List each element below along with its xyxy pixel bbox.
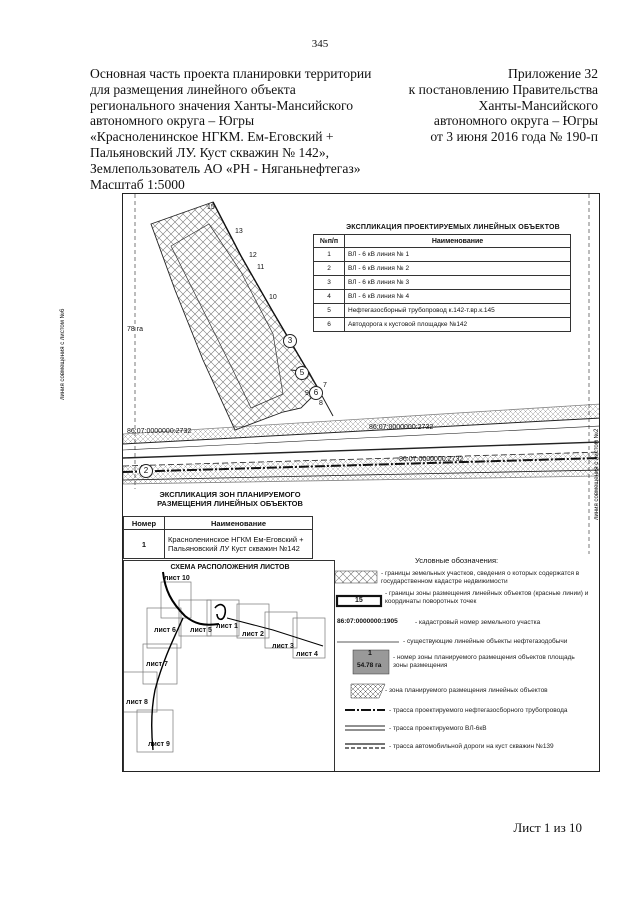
boundary-point-label: 9 <box>305 390 309 397</box>
boundary-point-label: 10 <box>269 294 277 301</box>
legend-sample-zone-area: 54.78 га <box>357 662 382 669</box>
row-number: 3 <box>314 276 345 290</box>
sheet-label: лист 8 <box>126 699 148 706</box>
page-number: 345 <box>311 38 329 50</box>
appendix-line: автономного округа – Югры <box>433 113 598 129</box>
row-number: 1 <box>314 248 345 262</box>
scheme-title: СХЕМА РАСПОЛОЖЕНИЯ ЛИСТОВ <box>170 564 290 571</box>
sheet-label: лист 5 <box>190 627 212 634</box>
table-row <box>314 304 571 318</box>
planning-map <box>122 193 600 772</box>
cadastral-number: 86:07:0000000:2732 <box>369 424 434 431</box>
row-name: Нефтегазосборный трубопровод к.142-т.вр.к.145 <box>345 304 571 318</box>
zones-table <box>123 516 313 559</box>
linear-objects-table-title: ЭКСПЛИКАЦИЯ ПРОЕКТИРУЕМЫХ ЛИНЕЙНЫХ ОБЪЕКТОВ <box>346 224 560 231</box>
appendix-line: от 3 июня 2016 года № 190-п <box>430 129 598 145</box>
boundary-point-label: 7 <box>323 382 327 389</box>
object-number-marker: 5 <box>295 366 309 380</box>
legend-sample-cadastral: 86:07:0000000:1905 <box>337 618 398 625</box>
sheet-label: лист 3 <box>272 643 294 650</box>
table-header: №п/п <box>314 235 345 248</box>
table-header: Номер <box>124 517 165 530</box>
legend-symbol-zone <box>351 684 385 698</box>
title-line: автономного округа – Югры <box>90 113 255 129</box>
document-title <box>90 66 390 192</box>
object-number-marker: 3 <box>283 334 297 348</box>
title-line: регионального значения Ханты-Мансийского <box>90 97 354 113</box>
legend-item: - зона планируемого размещения линейных объектов <box>385 687 548 694</box>
legend-title: Условные обозначения: <box>415 556 499 565</box>
row-name: ВЛ - 6 кВ линия № 1 <box>345 248 571 262</box>
legend-item: - границы земельных участков, сведения о которых содержатся в государственном кадастре недвижимости <box>381 570 580 585</box>
zones-table-title <box>135 490 325 508</box>
sheet-label: лист 10 <box>164 575 190 582</box>
legend-sample-point: 15 <box>355 597 363 604</box>
title-line: Основная часть проекта планировки территории <box>90 66 372 81</box>
zone-name: Красноленинское НГКМ Ем-Еговский + Пальяновский ЛУ Куст скважин №142 <box>165 530 313 559</box>
table-row <box>314 276 571 290</box>
row-name: Автодорога к кустовой площадке №142 <box>345 318 571 332</box>
legend-item: - трасса автомобильной дороги на куст скважин №139 <box>389 743 554 750</box>
boundary-point-label: 8 <box>319 400 323 407</box>
table-row <box>314 248 571 262</box>
table-header: Наименование <box>345 235 571 248</box>
cadastral-number: 86:07:0000000:2732 <box>127 428 192 435</box>
boundary-point-label: 12 <box>249 252 257 259</box>
sheet-counter: Лист 1 из 10 <box>513 820 582 835</box>
title-line: для размещения линейного объекта <box>90 81 296 97</box>
legend-item: - трасса проектируемого ВЛ-6кВ <box>389 725 487 732</box>
scale-line: Масштаб 1:5000 <box>90 176 185 192</box>
table-header: Наименование <box>165 517 313 530</box>
object-number-marker: 2 <box>139 464 153 478</box>
zones-title-line: ЭКСПЛИКАЦИЯ ЗОН ПЛАНИРУЕМОГО <box>159 490 301 499</box>
legend-item: - трасса проектируемого нефтегазосборного трубопровода <box>389 707 568 714</box>
table-row <box>314 262 571 276</box>
row-number: 4 <box>314 290 345 304</box>
match-line-label-left: линия совмещения с листом №6 <box>60 308 66 400</box>
title-line: Землепользователь АО «РН - Няганьнефтегаз» <box>90 160 361 176</box>
zones-title-line: РАЗМЕЩЕНИЯ ЛИНЕЙНЫХ ОБЪЕКТОВ <box>157 499 303 508</box>
match-line-label-right: линия совмещения с листом №2 <box>594 428 600 520</box>
well-pad-zone <box>151 202 319 430</box>
area-label: 78 га <box>127 326 144 333</box>
linear-objects-table <box>313 234 571 332</box>
sheet-label: лист 6 <box>154 627 176 634</box>
legend-item: - номер зоны планируемого размещения объектов площадь зоны размещения <box>393 654 575 669</box>
legend-item: - существующие линейные объекты нефтегазодобычи <box>403 638 568 645</box>
object-number-marker: 6 <box>309 386 323 400</box>
sheet-label: лист 4 <box>296 651 318 658</box>
title-line: «Красноленинское НГКМ. Ем-Еговский + <box>90 129 334 145</box>
row-number: 5 <box>314 304 345 318</box>
table-row <box>314 290 571 304</box>
title-line: Пальяновский ЛУ. Куст скважин № 142», <box>90 144 330 160</box>
appendix-line: Ханты-Мансийского <box>478 97 598 113</box>
appendix-line: к постановлению Правительства <box>408 81 598 97</box>
legend-item: - кадастровый номер земельного участка <box>415 619 541 626</box>
zone-number: 1 <box>124 530 165 559</box>
appendix-reference <box>348 66 598 145</box>
sheet-label: лист 7 <box>146 661 168 668</box>
sheet-layout-scheme-box <box>123 560 335 772</box>
cadastral-number: 86:07:0000000:2732 <box>399 456 464 463</box>
row-name: ВЛ - 6 кВ линия № 4 <box>345 290 571 304</box>
table-row <box>314 318 571 332</box>
row-number: 6 <box>314 318 345 332</box>
legend-sample-zone-number: 1 <box>368 650 372 657</box>
boundary-point-label: 13 <box>235 228 243 235</box>
sheet-label: лист 1 <box>216 623 238 630</box>
legend-item: - границы зоны размещения линейных объектов (красные линии) и координаты поворотных точек <box>385 590 589 605</box>
row-name: ВЛ - 6 кВ линия № 2 <box>345 262 571 276</box>
sheet-label: лист 2 <box>242 631 264 638</box>
legend-symbol-land-plot <box>335 571 377 583</box>
row-name: ВЛ - 6 кВ линия № 3 <box>345 276 571 290</box>
row-number: 2 <box>314 262 345 276</box>
appendix-line: Приложение 32 <box>508 66 598 81</box>
boundary-point-label: 11 <box>257 264 265 271</box>
table-row <box>124 530 313 559</box>
boundary-point-label: 15 <box>207 204 215 211</box>
sheet-label: лист 9 <box>148 741 170 748</box>
